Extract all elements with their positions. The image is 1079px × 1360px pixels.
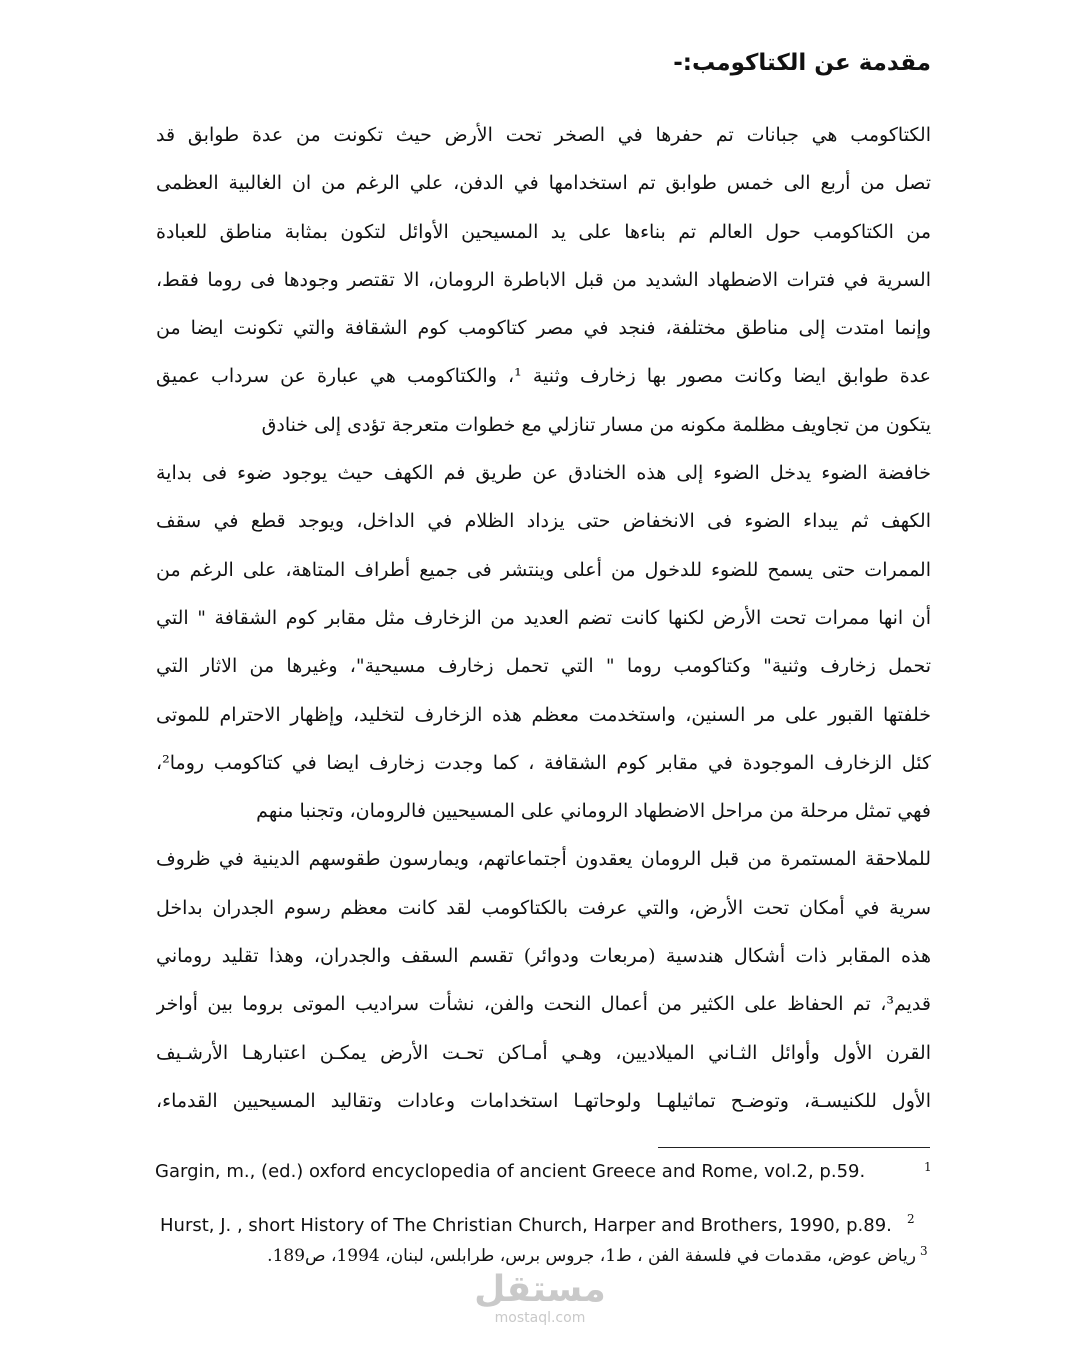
body-line: خلفتها القبور على مر السنين، واستخدمت معظم هذه الزخارف لتخليد، وإظهار الاحترام للموتى [156,703,931,726]
body-text [156,111,931,1125]
body-line: الأول للكنيسـة، وتوضـح تماثيلهـا ولوحاتهـا استخدامات وعادات وتقاليد المسيحيين القدماء، [156,1089,931,1112]
body-line: الكهف ثم يبداء الضوء فى الانخفاض حتى يزداد الظلام في الداخل، ويوجد قطع في سقف [156,510,931,533]
body-line: هذه المقابر ذات أشكال هندسية (مربعات ودوائر) تقسم السقف والجدران، وهذا تقليد روماني [156,945,931,968]
body-line: وإنما امتدت إلى مناطق مختلفة، فنجد في مصر كتاكومب كوم الشقافة والتي تكونت ايضا من [156,317,931,340]
body-line: خافضة الضوء يدخل الضوء إلى هذه الخنادق عن طريق فم الكهف حيث يوجود ضوء فى بداية [156,462,931,485]
body-line: تحمل زخارف وثنية" وكتاكومب روما " التي تحمل زخارف مسيحية"، وغيرها من الاثار التي [156,655,931,678]
section-heading: مقدمة عن الكتاكومب:- [673,50,931,76]
footnote-1: Gargin, m., (ed.) oxford encyclopedia of ancient Greece and Rome, vol.2, p.59. [155,1161,866,1182]
watermark [470,1270,610,1326]
body-line: من الكتاكومب حول العالم تم بناءها على يد المسيحين الأوائل لتكون بمثابة مناطق للعبادة [156,220,931,243]
body-line: عدة طوابق ايضا وكانت مصور بها زخارف وثنية ¹، والكتاكومب هي عبارة عن سرداب عميق [156,365,931,388]
body-line: فهي تمثل مرحلة من مراحل الاضطهاد الروماني على المسيحيين فالرومان، وتجنبا منهم [256,800,931,823]
footnote-1-number: 1 [924,1160,932,1174]
body-line: أن انها ممرات تحت الأرض لكنها كانت تضم العديد من الزخارف مثل مقابر كوم الشقافة " التي [156,606,931,629]
body-line: قديم³، تم الحفاظ على الكثير من أعمال النحت والفن، نشأت سراديب الموتى بروما بين أواخر [156,993,931,1016]
footnote-2-number: 2 [907,1212,915,1226]
body-line: تصل من أربع الى خمس طوابق تم استخدامها في الدفن، علي الرغم من ان الغالبية العظمى [156,172,931,195]
footnote-3: رياض عوض، مقدمات في فلسفة الفن ، ط1، جروس برس، طرابلس، لبنان، 1994، ص189. [267,1246,916,1266]
body-line: القرن الأول وأوائل الثـاني الميلاديين، وهـي أمـاكن تحـت الأرض يمكـن اعتبارهـا الأرشـيف [156,1041,931,1064]
footnote-2: Hurst, J. , short History of The Christian Church, Harper and Brothers, 1990, p.89. [160,1215,892,1236]
body-line: السرية في فترات الاضطهاد الشديد من قبل الاباطرة الرومان، الا تقتصر وجودها فى روما فقط، [156,268,931,291]
body-line: سرية في أمكان تحت الأرض، والتي عرفت بالكتاكومب لقد كانت معظم رسوم الجدران بداخل [156,896,931,919]
body-line: الكتاكومب هي جبانات تم حفرها في الصخر تحت الأرض حيث تكونت من عدة طوابق قد [156,124,931,146]
body-line: الممرات حتى يسمح للضوء للدخول من أعلى وينتشر فى جميع أطراف المتاهة، على الرغم من [156,558,931,581]
watermark-site: mostaql.com [494,1310,586,1326]
footnote-3-number: 3 [920,1244,928,1258]
body-line: كئل الزخارف الموجودة في مقابر كوم الشقافة ، كما وجدت زخارف ايضا في كتاكومب روما²، [156,751,931,774]
body-line: يتكون من تجاويف مظلمة مكونه من مسار تنازلي مع خطوات متعرجة تؤدى إلى خنادق [261,413,931,436]
watermark-logo: مستقل [474,1269,606,1310]
body-line: للملاحقة المستمرة من قبل الرومان يعقدون أجتماعاتهم، ويمارسون طقوسهم الدينية في ظروف [156,848,931,871]
footnote-separator [658,1147,930,1148]
